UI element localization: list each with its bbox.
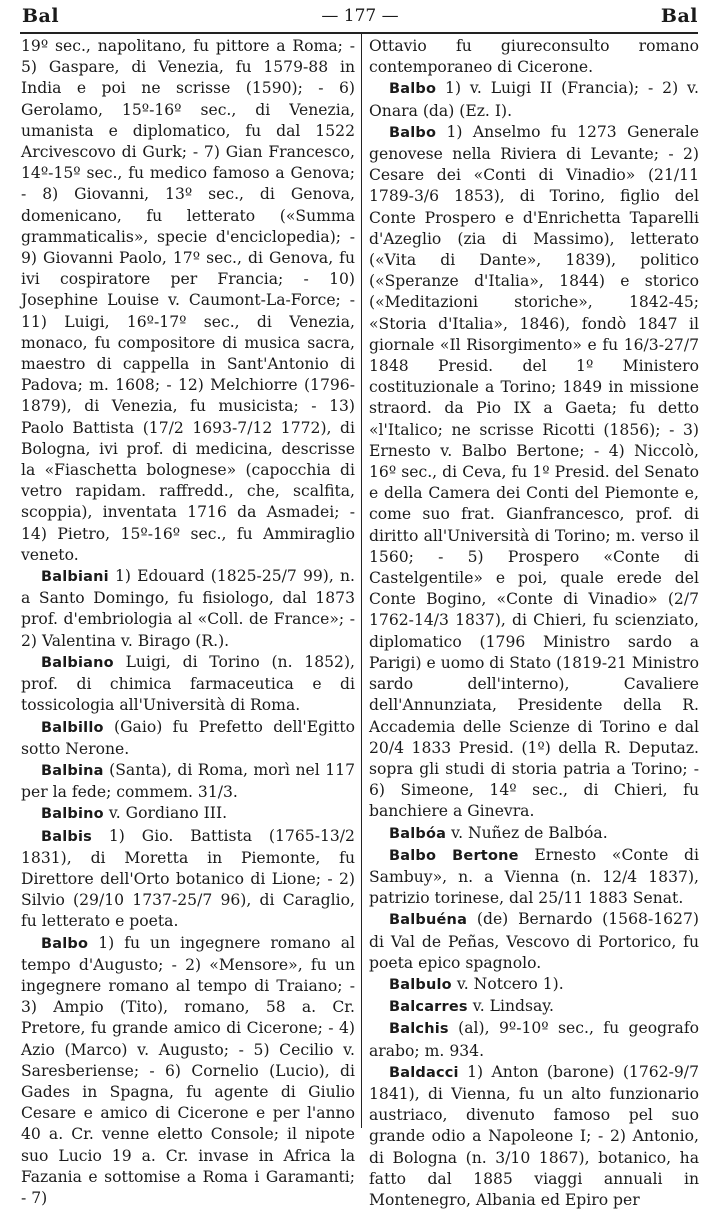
dictionary-entry bbox=[369, 823, 699, 845]
entry-text: v. Lindsay. bbox=[472, 997, 554, 1016]
dictionary-entry bbox=[21, 826, 355, 933]
dictionary-entry bbox=[369, 78, 699, 121]
entry-headword: Balbo bbox=[389, 81, 437, 98]
page-number: — 177 — bbox=[321, 6, 399, 26]
dictionary-entry bbox=[21, 803, 355, 825]
entry-headword: Balcarres bbox=[389, 999, 468, 1016]
entry-headword: Balbuéna bbox=[389, 912, 468, 929]
left-column bbox=[21, 36, 355, 1207]
dictionary-entry bbox=[21, 933, 355, 1210]
entry-headword: Balbis bbox=[41, 828, 92, 845]
dictionary-entry bbox=[369, 122, 699, 823]
entry-headword: Balbulo bbox=[389, 976, 452, 993]
entry-text: v. Nuñez de Balbóa. bbox=[451, 823, 608, 842]
entry-headword: Balbillo bbox=[41, 719, 104, 736]
entry-headword: Baldacci bbox=[389, 1064, 459, 1081]
entry-headword: Balbina bbox=[41, 762, 104, 779]
entry-text: v. Notcero 1). bbox=[456, 974, 564, 993]
dictionary-entry bbox=[21, 652, 355, 717]
dictionary-entry bbox=[369, 1018, 699, 1061]
dictionary-entry bbox=[369, 909, 699, 974]
header-left-guide-word: Bal bbox=[22, 5, 60, 27]
entry-headword: Balchis bbox=[389, 1021, 449, 1038]
dictionary-entry bbox=[21, 717, 355, 760]
dictionary-entry bbox=[369, 974, 699, 996]
entry-text: (al), 9º-10º sec., fu geografo arabo; m. 934. bbox=[369, 1019, 699, 1060]
column-divider bbox=[361, 33, 362, 1128]
dictionary-entry bbox=[369, 1062, 699, 1211]
dictionary-entry bbox=[369, 845, 699, 910]
entry-text: 1) Gio. Battista (1765-13/2 1831), di Moretta in Piemonte, fu Direttore dell'Orto botanico di Lione; - 2) Silvio (29/10 1737-25/7 96), di Caraglio, fu letterato e poeta. bbox=[21, 826, 355, 931]
entry-text: (de) Bernardo (1568-1627) di Val de Peñas, Vescovo di Portorico, fu poeta epico spagnolo. bbox=[369, 910, 699, 972]
dictionary-entry bbox=[21, 566, 355, 652]
running-header bbox=[22, 3, 698, 29]
continued-entry-text: Ottavio fu giureconsulto romano contemporaneo di Cicerone. bbox=[369, 37, 699, 77]
entry-text: 1) v. Luigi II (Francia); - 2) v. Onara (da) (Ez. I). bbox=[369, 79, 699, 120]
entry-text: 1) fu un ingegnere romano al tempo d'Augusto; - 2) «Mensore», fu un ingegnere romano al tempo di Traiano; - 3) Ampio (Tito), romano, 58 a. Cr. Pretore, fu grande amico di Cicerone; - 4) Azio (Marco) v. Augusto; - 5) Cecilio v. Saresberiense; - 6) Cornelio (Lucio), di Gades in Spagna, fu agente di Giulio Cesare e amico di Cicerone e per l'anno 40 a. Cr. venne eletto Console; il nipote suo Lucio 19 a. Cr. invase in Africa la Fazania e sottomise a Roma i Garamanti; - 7) bbox=[21, 933, 355, 1207]
right-column bbox=[369, 36, 700, 1209]
entry-text: (Gaio) fu Prefetto dell'Egitto sotto Nerone. bbox=[21, 717, 355, 758]
dictionary-entry bbox=[369, 996, 699, 1018]
entry-text: 1) Anton (barone) (1762-9/7 1841), di Vienna, fu un alto funzionario austriaco, divenuto famoso pel suo grande odio a Napoleone I; - 2) Antonio, di Bologna (n. 3/10 1867), botanico, ha fatto dal 1885 viaggi annuali in Montenegro, Albania ed Epiro per bbox=[369, 1062, 699, 1209]
entry-text: Ernesto «Conte di Sambuy», n. a Vienna (n. 12/4 1837), patrizio torinese, dal 25/11 1883 Senat. bbox=[369, 845, 699, 908]
continued-entry-text: 19º sec., napolitano, fu pittore a Roma; - 5) Gaspare, di Venezia, fu 1579-88 in India e poi ne scrisse (1590); - 6) Gerolamo, 15º-16º sec., di Venezia, umanista e diplomatico, fu dal 1522 Arcivescovo di Gurk; - 7) Gian Francesco, 14º-15º sec., fu medico famoso a Genova; - 8) Giovanni, 13º sec., di Genova, domenicano, fu letterato («Summa grammaticalis», specie d'enciclopedia); - 9) Giovanni Paolo, 17º sec., di Genova, fu ivi cospiratore per Francia; - 10) Josephine Louise v. Caumont-La-Force; - 11) Luigi, 16º-17º sec., di Venezia, monaco, fu compositore di musica sacra, maestro di cappella in Sant'Antonio di Padova; m. 1608; - 12) Melchiorre (1796-1879), di Venezia, fu musicista; - 13) Paolo Battista (17/2 1693-7/12 1772), di Bologna, ivi prof. di medicina, descrisse la «Fiaschetta bolognese» (capocchia di vetro rapidam. raffredd., che, scalfita, scoppia), inventata 1716 da Asmadei; - 14) Pietro, 15º-16º sec., fu Ammiraglio veneto. bbox=[21, 37, 355, 564]
entry-text: 1) Edouard (1825-25/7 99), n. a Santo Domingo, fu fisiologo, dal 1873 prof. d'embriologia al «Coll. de France»; - 2) Valentina v. Birago (R.). bbox=[21, 567, 355, 650]
entry-headword: Balbiano bbox=[41, 654, 114, 671]
header-rule bbox=[20, 32, 698, 34]
entry-text: Luigi, di Torino (n. 1852), prof. di chimica farmaceutica e di tossicologia all'Università di Roma. bbox=[21, 652, 355, 715]
entry-text: (Santa), di Roma, morì nel 117 per la fede; commem. 31/3. bbox=[21, 760, 355, 802]
entry-headword: Balbiani bbox=[41, 569, 109, 586]
dictionary-entry bbox=[21, 760, 355, 803]
entry-headword: Balbo bbox=[389, 124, 437, 141]
entry-headword: Balbo bbox=[41, 935, 89, 952]
entry-headword: Balbino bbox=[41, 806, 104, 823]
entry-headword: Balbo Bertone bbox=[389, 847, 519, 864]
header-right-guide-word: Bal bbox=[660, 5, 698, 27]
entry-headword: Balbóa bbox=[389, 825, 447, 842]
entry-text: v. Gordiano III. bbox=[108, 804, 228, 823]
entry-text: 1) Anselmo fu 1273 Generale genovese nella Riviera di Levante; - 2) Cesare dei «Conti di Vinadio» (21/11 1789-3/6 1853), di Torino, figlio del Conte Prospero e d'Enrichetta Taparelli d'Azeglio (zia di Massimo), letterato («Vita di Dante», 1839), politico («Speranze d'Italia», 1844) e storico («Meditazioni storiche», 1842-45; «Storia d'Italia», 1846), fondò 1847 il giornale «Il Risorgimento» e fu 16/3-27/7 1848 Presid. del 1º Ministero costituzionale a Torino; 1849 in missione straord. da Pio IX a Gaeta; fu detto «l'Italico; ne scrisse Ricotti (1856); - 3) Ernesto v. Balbo Bertone; - 4) Niccolò, 16º sec., di Ceva, fu 1º Presid. del Senato e della Camera dei Conti del Piemonte e, come suo frat. Gianfrancesco, prof. di diritto all'Università di Torino; m. verso il 1560; - 5) Prospero «Conte di Castelgentile» e poi, quale erede del Conte Bogino, «Conte di Vinadio» (2/7 1762-14/3 1837), di Chieri, fu scienziato, diplomatico (1796 Ministro sardo a Parigi) e uomo di Stato (1819-21 Ministro sardo dell'interno), Cavaliere dell'Annunziata, Presidente della R. Accademia delle Scienze di Torino e dal 20/4 1833 Presid. (1º) della R. Deputaz. sopra gli studi di storia patria a Torino; - 6) Simeone, 14º sec., di Chieri, fu banchiere a Ginevra. bbox=[369, 122, 700, 821]
